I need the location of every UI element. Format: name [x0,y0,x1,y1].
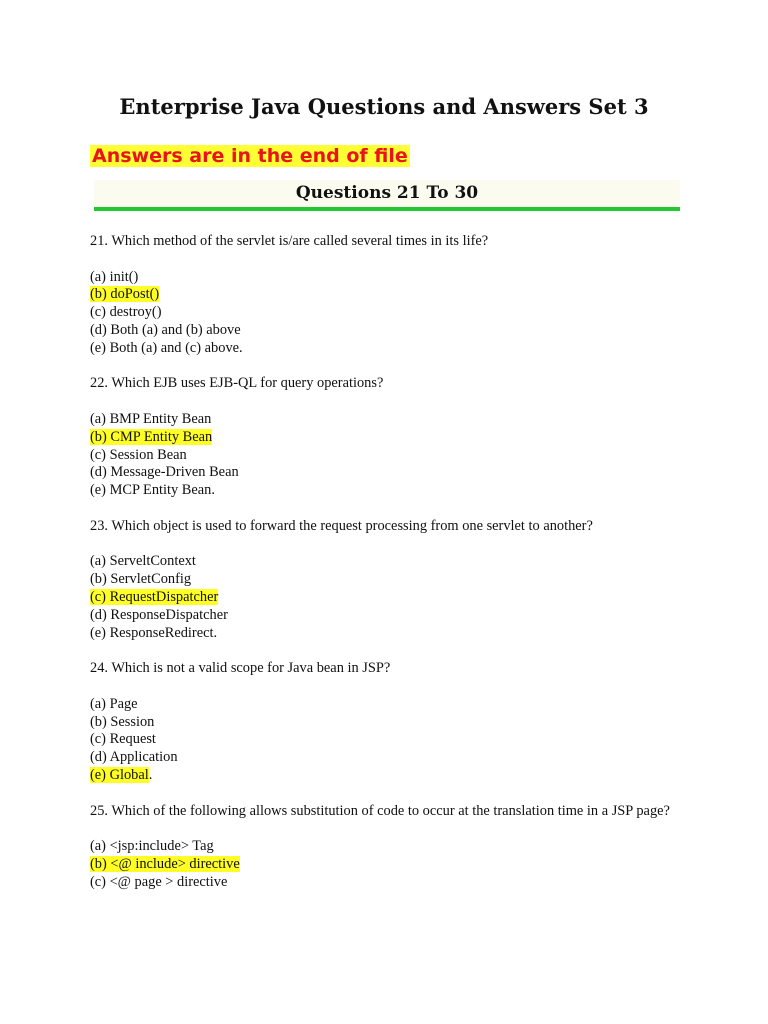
question-22 [90,375,678,500]
question-text: 25. Which of the following allows substitution of code to occur at the translation time in a JSP page? [90,802,670,819]
answer-highlight: (b) CMP Entity Bean [90,428,213,445]
option-c [90,874,678,892]
option-label: (b) Session [90,713,155,730]
option-a [90,838,678,856]
option-b-answer [90,286,678,304]
option-b-answer [90,429,678,447]
question-text: 24. Which is not a valid scope for Java bean in JSP? [90,660,391,677]
option-d [90,322,678,340]
option-e [90,340,678,358]
answer-highlight: (b) doPost() [90,286,160,303]
option-label: (d) ResponseDispatcher [90,606,228,623]
question-text: 23. Which object is used to forward the request processing from one servlet to another? [90,517,593,534]
option-e [90,482,678,500]
option-c [90,304,678,322]
question-text: 21. Which method of the servlet is/are called several times in its life? [90,233,489,249]
option-a [90,269,678,287]
option-d [90,464,678,482]
section-heading: Questions 21 To 30 [94,180,680,211]
answer-highlight: (c) RequestDispatcher [90,588,219,605]
option-e [90,625,678,643]
option-c [90,447,678,465]
option-label: (c) Request [90,731,156,748]
option-d [90,749,678,767]
answer-highlight: (b) <@ include> directive [90,855,240,872]
option-d [90,607,678,625]
option-label: (c) destroy() [90,304,162,321]
question-24 [90,660,678,785]
option-label: (b) ServletConfig [90,571,192,588]
answer-highlight: (e) Global [90,766,149,783]
option-label: (e) Both (a) and (c) above. [90,339,243,356]
option-b-answer [90,856,678,874]
question-21 [90,233,678,358]
option-label: (a) BMP Entity Bean [90,410,212,427]
option-label: (d) Application [90,749,178,766]
option-label: (e) MCP Entity Bean. [90,482,215,499]
answers-location-note-text: Answers are in the end of file [92,145,408,167]
question-list [90,233,678,891]
option-label: (a) ServeltContext [90,553,196,570]
option-a [90,696,678,714]
option-label: (e) ResponseRedirect. [90,624,218,641]
option-b [90,571,678,589]
answers-location-note [90,144,678,170]
option-a [90,553,678,571]
option-a [90,411,678,429]
document-title: Enterprise Java Questions and Answers Set 3 [119,94,649,119]
option-label: (a) Page [90,695,138,712]
option-label: (d) Both (a) and (b) above [90,321,241,338]
question-23 [90,518,678,643]
option-label: (a) init() [90,268,139,285]
option-b [90,714,678,732]
option-label: (c) <@ page > directive [90,873,228,890]
option-label: (d) Message-Driven Bean [90,464,239,481]
option-c-answer [90,589,678,607]
option-suffix: . [148,766,153,783]
question-text: 22. Which EJB uses EJB-QL for query operations? [90,375,384,392]
option-label: (a) <jsp:include> Tag [90,838,214,855]
question-25 [90,803,678,892]
option-label: (c) Session Bean [90,446,187,463]
option-c [90,731,678,749]
option-e-answer [90,767,678,785]
